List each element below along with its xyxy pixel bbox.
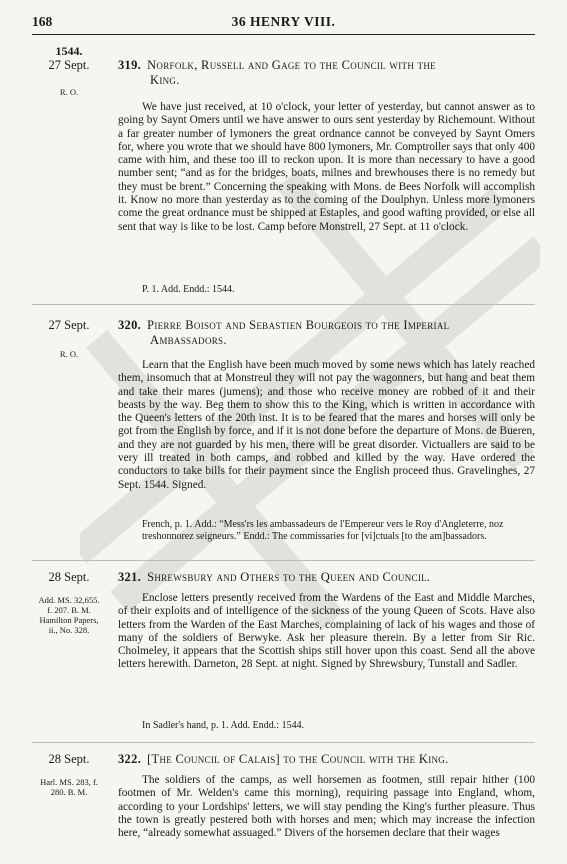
entry-320-note: French, p. 1. Add.: “Mess'rs les ambassadeurs de l'Empereur vers le Roy d'Angleterre, noz treshonnorez seigneurs.” Endd.: The commissaries for [vi]ctuals [to the am]bassadors. — [142, 519, 504, 542]
entry-320-body: Learn that the English have been much moved by some news which has lately reached them, insomuch that at Monstreul they will not pay the wagonners, but hang and beat them and take their mares (jumens); and those who receive money are robbed of it and their beasts by the way. Beg them to show this to the King, which is written in accordance with the Queen's letters of the 20th inst. It is to be feared that the mares and horses will only be got from the English by force, and if it is not done before the departure of Mons. de Bueren, and they are not guarded by his men, there will be great disorder. Victuallers are said to be very ill treated in both camps, and robbed and killed by the way. Have ordered the conductors to take bills for their payment since the English proceed thus. Gravelinghes, 27 Sept. 1544. Signed. — [118, 359, 535, 491]
entry-date: 28 Sept. — [48, 752, 90, 766]
entry-322-margin — [32, 752, 106, 797]
entry-heading-text: Shrewsbury and Others to the Queen and Council. — [147, 570, 431, 584]
entry-320-heading — [118, 318, 535, 348]
header-rule — [32, 34, 535, 35]
running-title: 36 HENRY VIII. — [231, 14, 336, 29]
entry-date: 28 Sept. — [48, 570, 90, 584]
running-header — [32, 14, 535, 30]
entry-321-margin — [32, 570, 106, 635]
entry-divider — [32, 742, 535, 743]
entry-number: 322. — [118, 752, 142, 766]
entry-number: 320. — [118, 318, 142, 332]
entry-divider — [32, 560, 535, 561]
entry-divider — [32, 304, 535, 305]
entry-319-note: P. 1. Add. Endd.: 1544. — [142, 284, 235, 295]
entry-heading-cont: Ambassadors. — [150, 333, 227, 347]
entry-heading-text: [The Council of Calais] to the Council with the King. — [147, 752, 449, 766]
entry-321-body: Enclose letters presently received from the Wardens of the East and Middle Marches, of their exploits and of intelligence of the sickness of the young Queen of Scots. Have also letters from the Warden of the East Marches, complaining of lack of his wages and those of many of the soldiers of Berwyke. Ask her pleasure therein. By a letter from Sir Ric. Cholmeley, it appears that the Scottish ships still hover upon this coast. Send all the above letters herewith. Darneton, 28 Sept. at night. Signed by Shrewsbury, Tunstall and Sadler. — [118, 592, 535, 671]
entry-source: Add. MS. 32,655. f. 207. B. M. Hamilton Papers, ii., No. 328. — [38, 595, 100, 635]
entry-322-body: The soldiers of the camps, as well horsemen as footmen, still repair hither (100 footmen of Mr. Welden's came this morning), requiring passage into England, whom, according to your Lordships' letters, we will stay pending the King's further pleasure. Thus the town is greatly pestered both with horses and men; which may increase the infection here, “already somewhat assuaged.” Divers of the horsemen declare that their wages — [118, 774, 535, 840]
entry-source: Harl. MS. 283, f. 280. B. M. — [40, 777, 98, 797]
entry-year: 1544. — [55, 44, 83, 58]
entry-320-margin — [32, 318, 106, 359]
entry-319-body: We have just received, at 10 o'clock, your letter of yesterday, but cannot answer as to going by Saynt Omers until we have answer to ours sent yesterday by Richemount. Without a far greater number of lymoners the great ordnance cannot be conveyed by Saynt Omers for, where you wrote that we should have 800 lymoners, Mr. Comptroller says that only 400 came with him, and these too ill to reckon upon. It is more than necessary to have a good number sent; “and as for the bridges, boats, milnes and brewhouses there is no remedy but they must be brent.” Concerning the speaking with Mons. de Bees Norfolk will accomplish it. Know no more than yesterday as to the coming of the Doulphyn. Unless more lymoners come the great ordnance must be shipped at Estaples, and good wafting provided, or else all sent that way is like to be lost. Camp before Monstrell, 27 Sept. at 11 o'clock. — [118, 101, 535, 233]
entry-number: 319. — [118, 58, 142, 72]
entry-date: 27 Sept. — [48, 318, 90, 332]
entry-319-margin — [32, 44, 106, 97]
entry-322-heading — [118, 752, 535, 767]
entry-heading-text: Norfolk, Russell and Gage to the Council with the — [147, 58, 436, 72]
entry-source: R. O. — [59, 87, 79, 97]
entry-321-heading — [118, 570, 535, 585]
entry-number: 321. — [118, 570, 142, 584]
entry-319-heading — [118, 58, 535, 88]
entry-321-note: In Sadler's hand, p. 1. Add. Endd.: 1544. — [142, 720, 305, 731]
entry-heading-cont: King. — [150, 73, 180, 87]
page-number: 168 — [32, 14, 53, 29]
entry-heading-text: Pierre Boisot and Sebastien Bourgeois to the Imperial — [147, 318, 450, 332]
entry-date: 27 Sept. — [48, 58, 90, 72]
entry-source: R. O. — [59, 349, 79, 359]
